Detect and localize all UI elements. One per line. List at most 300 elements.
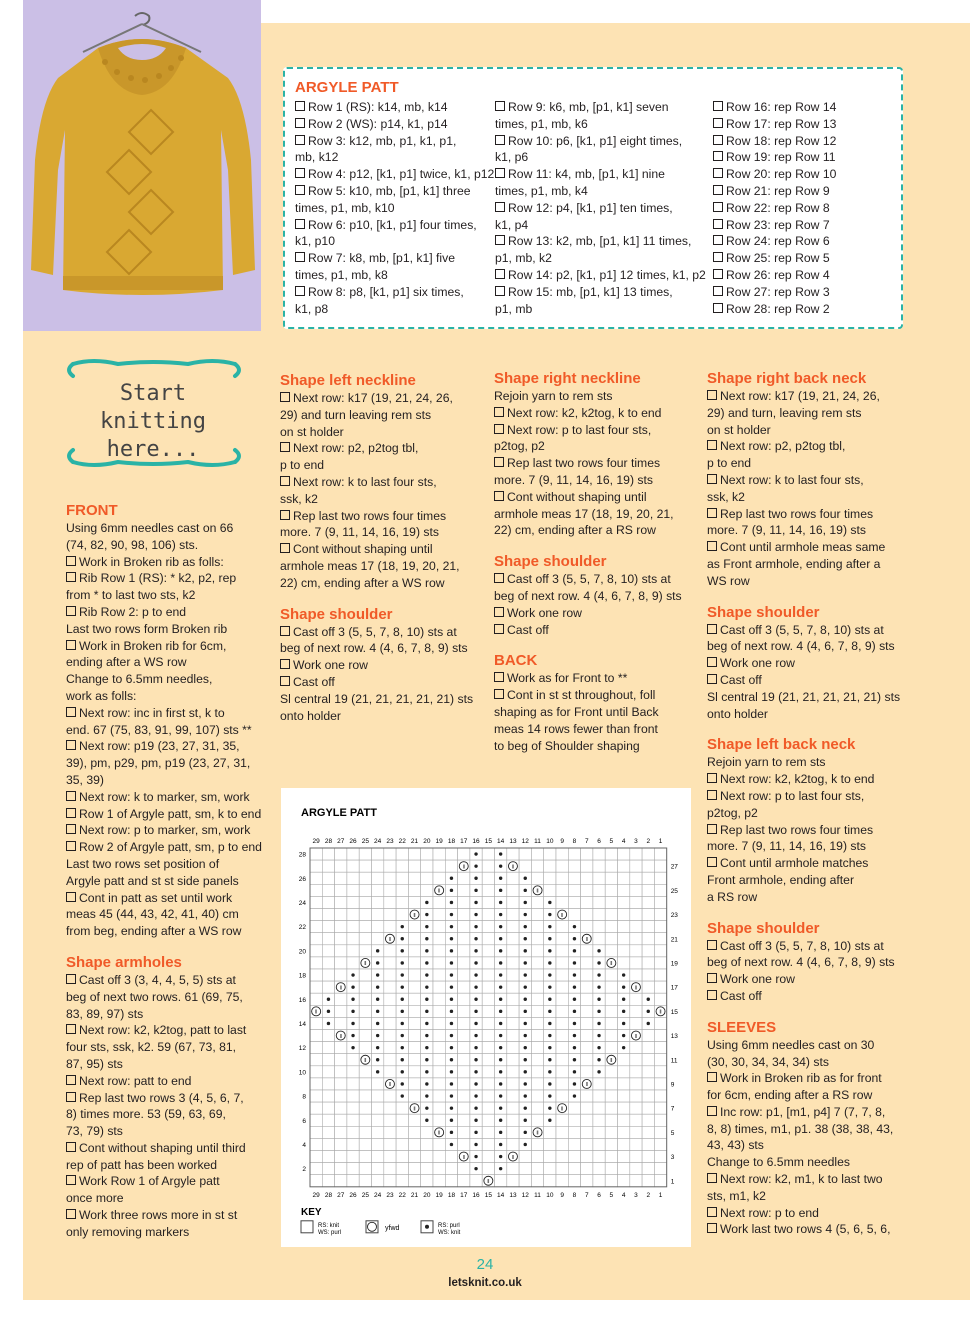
checkbox-icon[interactable] (494, 491, 504, 501)
purl-dot (573, 937, 576, 940)
argyle-patt-title: ARGYLE PATT (295, 79, 399, 96)
checkbox-icon[interactable] (713, 118, 723, 128)
chart-cell (384, 1151, 396, 1163)
chart-cell (310, 969, 322, 981)
purl-dot (351, 1022, 354, 1025)
chart-cell (507, 981, 519, 993)
chart-cell (310, 1102, 322, 1114)
text-line (494, 721, 704, 738)
chart-cell (347, 1054, 359, 1066)
checkbox-icon[interactable] (66, 974, 76, 984)
chart-cell (630, 933, 642, 945)
purl-dot (351, 1046, 354, 1049)
chart-cell (322, 896, 334, 908)
chart-cell (618, 860, 630, 872)
argyle-row-line (495, 116, 706, 133)
chart-cell (593, 896, 605, 908)
column-4 (707, 369, 927, 1238)
chart-cell (642, 1066, 654, 1078)
chart-cell (347, 848, 359, 860)
checkbox-icon[interactable] (280, 543, 290, 553)
section-heading: Shape left back neck (707, 736, 856, 754)
checkbox-icon[interactable] (66, 824, 76, 834)
checkbox-icon[interactable] (66, 1209, 76, 1219)
purl-dot (622, 1010, 625, 1013)
checkbox-icon[interactable] (295, 252, 305, 262)
bobble-glyph: ǁ (339, 1033, 342, 1040)
chart-cell (335, 884, 347, 896)
line-text: Row 12: p4, [k1, p1] ten times, (508, 200, 673, 215)
chart-cell (618, 1126, 630, 1138)
chart-cell (618, 1066, 630, 1078)
checkbox-icon[interactable] (66, 1142, 76, 1152)
chart-cell (347, 945, 359, 957)
chart-cell (433, 945, 445, 957)
chart-cell (544, 872, 556, 884)
row-label-left: 28 (298, 851, 306, 859)
argyle-row-line (713, 116, 836, 133)
checkbox-icon[interactable] (66, 1075, 76, 1085)
chart-cell (396, 884, 408, 896)
text-line (494, 489, 704, 506)
line-text: k1, p6 (495, 150, 529, 165)
chart-cell (372, 1126, 384, 1138)
checkbox-icon[interactable] (66, 1092, 76, 1102)
checkbox-icon[interactable] (66, 1175, 76, 1185)
section-heading: Shape shoulder (707, 919, 820, 937)
purl-dot (425, 1058, 428, 1061)
column-2 (280, 371, 490, 724)
chart-cell (482, 1005, 494, 1017)
chart-cell (531, 1175, 543, 1187)
chart-cell (322, 1030, 334, 1042)
purl-dot (499, 1167, 502, 1170)
chart-cell (618, 921, 630, 933)
line-text: Work in Broken rib as for front (720, 1071, 882, 1086)
checkbox-icon[interactable] (280, 510, 290, 520)
checkbox-icon[interactable] (495, 168, 505, 178)
page-number: 24 (476, 1256, 494, 1273)
purl-dot (376, 1022, 379, 1025)
purl-dot (450, 949, 453, 952)
checkbox-icon[interactable] (707, 973, 717, 983)
chart-cell (556, 921, 568, 933)
front-section (66, 501, 276, 940)
purl-dot (499, 949, 502, 952)
line-text: Work one row (720, 656, 795, 671)
chart-cell (507, 1054, 519, 1066)
chart-cell (642, 1054, 654, 1066)
text-line (66, 738, 276, 755)
purl-dot (450, 1070, 453, 1073)
chart-cell (654, 1163, 666, 1175)
checkbox-icon[interactable] (494, 424, 504, 434)
checkbox-icon[interactable] (66, 606, 76, 616)
checkbox-icon[interactable] (707, 1207, 717, 1217)
chart-cell (630, 969, 642, 981)
chart-cell (531, 848, 543, 860)
col-label-top: 14 (497, 838, 505, 845)
checkbox-icon[interactable] (707, 1173, 717, 1183)
text-line (707, 539, 927, 556)
purl-dot (524, 937, 527, 940)
chart-cell (568, 884, 580, 896)
checkbox-icon[interactable] (707, 657, 717, 667)
line-text: Work in Broken rib as folls: (79, 554, 224, 569)
text-line (280, 674, 490, 691)
purl-dot (401, 949, 404, 952)
checkbox-icon[interactable] (295, 219, 305, 229)
line-text: Rib Row 2: p to end (79, 604, 187, 619)
checkbox-icon[interactable] (495, 235, 505, 245)
chart-cell (384, 993, 396, 1005)
checkbox-icon[interactable] (495, 286, 505, 296)
chart-cell (642, 957, 654, 969)
chart-cell (458, 884, 470, 896)
checkbox-icon[interactable] (707, 440, 717, 450)
purl-dot (597, 1022, 600, 1025)
argyle-row-line (713, 166, 836, 183)
chart-cell (359, 1102, 371, 1114)
text-line (494, 422, 704, 439)
checkbox-icon[interactable] (707, 624, 717, 634)
line-text: Row 13: k2, mb, [p1, k1] 11 times, (508, 234, 692, 249)
purl-dot (548, 1106, 551, 1109)
checkbox-icon[interactable] (66, 556, 76, 566)
col-label-top: 22 (398, 838, 406, 845)
chart-cell (531, 872, 543, 884)
purl-dot (450, 1119, 453, 1122)
checkbox-icon[interactable] (66, 1024, 76, 1034)
checkbox-icon[interactable] (713, 168, 723, 178)
chart-cell (642, 1102, 654, 1114)
purl-dot (524, 973, 527, 976)
checkbox-icon[interactable] (295, 185, 305, 195)
chart-cell (458, 896, 470, 908)
line-text: Work one row (507, 605, 582, 620)
chart-cell (458, 1114, 470, 1126)
chart-cell (654, 981, 666, 993)
chart-cell (642, 909, 654, 921)
line-text: Next row: p to last four sts, (720, 788, 865, 803)
checkbox-icon[interactable] (280, 676, 290, 686)
section-heading: SLEEVES (707, 1018, 777, 1036)
chart-cell (421, 860, 433, 872)
chart-cell (384, 969, 396, 981)
col-label-bottom: 27 (337, 1191, 345, 1199)
checkbox-icon[interactable] (713, 101, 723, 111)
checkbox-icon[interactable] (713, 252, 723, 262)
purl-dot (647, 1022, 650, 1025)
chart-cell (310, 1126, 322, 1138)
checkbox-icon[interactable] (713, 303, 723, 313)
checkbox-icon[interactable] (707, 824, 717, 834)
text-line (66, 1073, 276, 1090)
line-text: Cast off 3 (5, 5, 7, 8, 10) sts at (507, 572, 671, 587)
chart-cell (384, 1175, 396, 1187)
col-label-top: 11 (534, 838, 541, 845)
checkbox-icon[interactable] (295, 168, 305, 178)
purl-dot (548, 949, 551, 952)
checkbox-icon[interactable] (713, 151, 723, 161)
checkbox-icon[interactable] (494, 607, 504, 617)
checkbox-icon[interactable] (66, 841, 76, 851)
argyle-row-line (295, 284, 494, 301)
checkbox-icon[interactable] (295, 286, 305, 296)
chart-cell (507, 969, 519, 981)
checkbox-icon[interactable] (66, 572, 76, 582)
key-label: WS: purl (318, 1229, 342, 1236)
text-line (707, 472, 927, 489)
section-heading: FRONT (66, 502, 118, 519)
purl-dot (524, 1034, 527, 1037)
checkbox-icon[interactable] (495, 101, 505, 111)
purl-dot (327, 998, 330, 1001)
checkbox-icon[interactable] (295, 118, 305, 128)
line-text: 43, 43) sts (707, 1138, 764, 1153)
checkbox-icon[interactable] (707, 508, 717, 518)
checkbox-icon[interactable] (280, 442, 290, 452)
line-text: Cast off 3 (3, 4, 4, 5, 5) sts at (79, 972, 236, 987)
purl-dot (597, 998, 600, 1001)
chart-cell (654, 1090, 666, 1102)
chart-cell (654, 1078, 666, 1090)
text-line (280, 407, 490, 424)
argyle-row-line (713, 133, 836, 150)
chart-cell (568, 909, 580, 921)
chart-cell (618, 933, 630, 945)
checkbox-icon[interactable] (295, 135, 305, 145)
argyle-row-line (713, 217, 836, 234)
chart-cell (630, 1163, 642, 1175)
purl-dot (474, 1094, 477, 1097)
checkbox-icon[interactable] (280, 476, 290, 486)
checkbox-icon[interactable] (713, 286, 723, 296)
bobble-glyph: ǁ (388, 1082, 392, 1089)
chart-cell (482, 1102, 494, 1114)
purl-dot (499, 913, 502, 916)
purl-dot (573, 1094, 576, 1097)
chart-cell (531, 1078, 543, 1090)
line-text: beg of next row. 4 (4, 6, 7, 8, 9) sts (280, 641, 468, 656)
line-text: Row 20: rep Row 10 (726, 167, 837, 182)
chart-cell (482, 921, 494, 933)
chart-cell (568, 1114, 580, 1126)
line-text: Row 11: k4, mb, [p1, k1] nine (508, 167, 665, 182)
checkbox-icon[interactable] (707, 1106, 717, 1116)
checkbox-icon[interactable] (713, 135, 723, 145)
checkbox-icon[interactable] (707, 1072, 717, 1082)
line-text: Cast off 3 (5, 5, 7, 8, 10) sts at (293, 624, 457, 639)
line-text: 22) cm, ending after a WS row (280, 575, 445, 590)
chart-cell (384, 957, 396, 969)
purl-dot (351, 985, 354, 988)
purl-dot (499, 1082, 502, 1085)
chart-cell (605, 909, 617, 921)
purl-dot (425, 1070, 428, 1073)
text-line (66, 570, 276, 587)
argyle-row-line (295, 250, 494, 267)
chart-cell (347, 884, 359, 896)
chart-cell (322, 884, 334, 896)
checkbox-icon[interactable] (713, 269, 723, 279)
checkbox-icon[interactable] (66, 740, 76, 750)
chart-cell (482, 1054, 494, 1066)
chart-cell (421, 884, 433, 896)
chart-cell (507, 921, 519, 933)
checkbox-icon[interactable] (707, 674, 717, 684)
chart-cell (507, 957, 519, 969)
text-line (707, 573, 927, 590)
chart-cell (359, 1005, 371, 1017)
row-label-right: 27 (670, 863, 678, 871)
chart-cell (544, 884, 556, 896)
chart-cell (507, 1090, 519, 1102)
purl-dot (450, 925, 453, 928)
line-text: Rep last two rows 3 (4, 5, 6, 7, (79, 1090, 244, 1105)
line-text: times, p1, mb, k6 (495, 116, 588, 131)
col-label-bottom: 14 (497, 1191, 505, 1199)
checkbox-icon[interactable] (280, 659, 290, 669)
chart-cell (556, 884, 568, 896)
col-label-bottom: 29 (312, 1191, 320, 1199)
chart-cell (322, 1138, 334, 1150)
chart-cell (372, 872, 384, 884)
line-text: 29) and turn leaving rem sts (280, 407, 432, 422)
chart-cell (482, 1126, 494, 1138)
checkbox-icon[interactable] (713, 235, 723, 245)
line-text: Row 6: p10, [k1, p1] four times, (308, 217, 477, 232)
checkbox-icon[interactable] (713, 185, 723, 195)
checkbox-icon[interactable] (66, 892, 76, 902)
checkbox-icon[interactable] (280, 626, 290, 636)
shape-shoulder-section-1 (280, 605, 490, 725)
line-text: Cast off (507, 622, 549, 637)
purl-dot (524, 998, 527, 1001)
purl-dot (647, 1010, 650, 1013)
col-label-top: 20 (423, 838, 431, 845)
chart-cell (605, 872, 617, 884)
line-text: Rejoin yarn to rem sts (494, 389, 613, 403)
purl-dot (524, 1082, 527, 1085)
line-text: Work one row (720, 972, 795, 987)
chart-cell (593, 860, 605, 872)
checkbox-icon[interactable] (494, 624, 504, 634)
chart-cell (335, 860, 347, 872)
chart-cell (568, 1138, 580, 1150)
checkbox-icon[interactable] (707, 857, 717, 867)
checkbox-icon[interactable] (495, 135, 505, 145)
chart-cell (593, 1126, 605, 1138)
checkbox-icon[interactable] (707, 541, 717, 551)
purl-dot (499, 1131, 502, 1134)
purl-dot (573, 1034, 576, 1037)
purl-dot (474, 877, 477, 880)
chart-cell (556, 1042, 568, 1054)
chart-cell (642, 872, 654, 884)
checkbox-icon[interactable] (295, 101, 305, 111)
chart-cell (310, 1114, 322, 1126)
checkbox-icon[interactable] (66, 808, 76, 818)
purl-dot (499, 889, 502, 892)
text-line (280, 474, 490, 491)
col-label-top: 24 (374, 838, 382, 845)
chart-cell (581, 848, 593, 860)
chart-cell (335, 1175, 347, 1187)
checkbox-icon[interactable] (707, 790, 717, 800)
text-line (66, 722, 276, 739)
chart-cell (618, 896, 630, 908)
checkbox-icon[interactable] (66, 640, 76, 650)
checkbox-icon[interactable] (494, 672, 504, 682)
checkbox-icon[interactable] (707, 390, 717, 400)
checkbox-icon[interactable] (707, 474, 717, 484)
purl-dot (450, 1010, 453, 1013)
col-label-bottom: 22 (398, 1191, 406, 1199)
checkbox-icon[interactable] (494, 407, 504, 417)
line-text: Cont without shaping until (293, 542, 433, 557)
banner-line-2: knitting (100, 409, 206, 434)
purl-dot (474, 1058, 477, 1061)
purl-dot (450, 937, 453, 940)
checkbox-icon[interactable] (495, 202, 505, 212)
line-text: 8) times more. 53 (59, 63, 69, (66, 1107, 226, 1122)
chart-cell (556, 896, 568, 908)
col-label-bottom: 1 (658, 1191, 663, 1199)
chart-cell (458, 848, 470, 860)
checkbox-icon[interactable] (707, 990, 717, 1000)
purl-dot (597, 1070, 600, 1073)
checkbox-icon[interactable] (494, 457, 504, 467)
checkbox-icon[interactable] (713, 202, 723, 212)
chart-cell (458, 1017, 470, 1029)
chart-cell (359, 1138, 371, 1150)
line-text: p to end (707, 456, 752, 471)
chart-cell (458, 1066, 470, 1078)
checkbox-icon[interactable] (494, 573, 504, 583)
chart-cell (347, 1066, 359, 1078)
checkbox-icon[interactable] (495, 269, 505, 279)
chart-cell (642, 1175, 654, 1187)
chart-cell (544, 1175, 556, 1187)
checkbox-icon[interactable] (707, 773, 717, 783)
bobble-glyph: ǁ (511, 864, 515, 871)
line-text: 35, 39) (66, 772, 104, 787)
checkbox-icon[interactable] (707, 1223, 717, 1233)
chart-cell (531, 1114, 543, 1126)
purl-dot (450, 1022, 453, 1025)
bobble-glyph: ǁ (364, 1057, 367, 1064)
argyle-row-line (713, 267, 836, 284)
chart-cell (458, 969, 470, 981)
row-label-right: 23 (670, 912, 678, 920)
purl-dot (548, 913, 551, 916)
chart-cell (384, 1054, 396, 1066)
checkbox-icon[interactable] (494, 689, 504, 699)
checkbox-icon[interactable] (707, 940, 717, 950)
row-label-left: 22 (298, 924, 306, 932)
chart-cell (335, 933, 347, 945)
checkbox-icon[interactable] (66, 791, 76, 801)
chart-cell (408, 1090, 420, 1102)
checkbox-icon[interactable] (66, 707, 76, 717)
checkbox-icon[interactable] (280, 392, 290, 402)
purl-dot (622, 1034, 625, 1037)
chart-cell (310, 1054, 322, 1066)
checkbox-icon[interactable] (713, 219, 723, 229)
chart-cell (310, 909, 322, 921)
row-label-left: 8 (302, 1093, 306, 1101)
